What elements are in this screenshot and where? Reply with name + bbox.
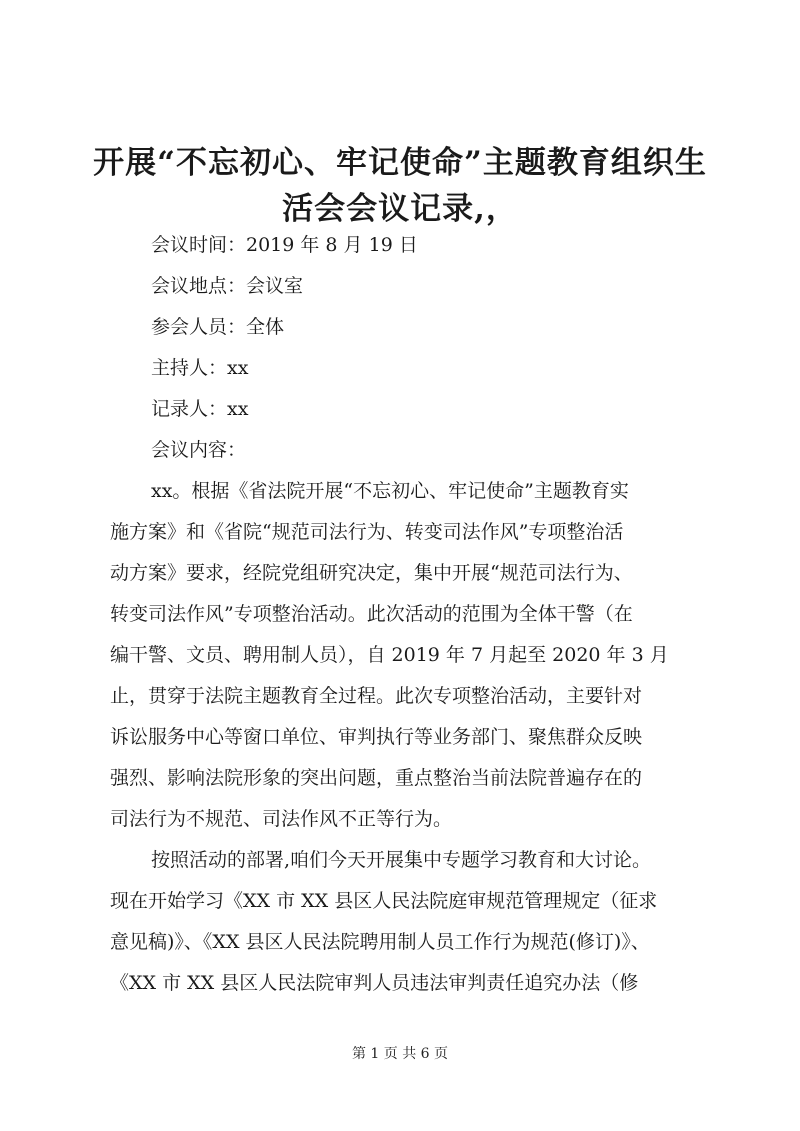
meeting-content-label: 会议内容： (151, 439, 247, 461)
meeting-recorder: 记录人：xx (151, 398, 249, 420)
paragraph-2-line: 按照活动的部署,咱们今天开展集中专题学习教育和大讨论。 (151, 849, 652, 871)
paragraph-2-line: 意见稿)》、《XX 县区人民法院聘用制人员工作行为规范(修订)》、 (110, 931, 650, 953)
document-title-line-1: 开展“不忘初心、牢记使命”主题教育组织生 (93, 145, 707, 181)
paragraph-2-line: 《XX 市 XX 县区人民法院审判人员违法审判责任追究办法（修 (110, 972, 639, 994)
paragraph-2-line: 现在开始学习《XX 市 XX 县区人民法院庭审规范管理规定（征求 (110, 890, 658, 912)
paragraph-1-line: 止，贯穿于法院主题教育全过程。此次专项整治活动，主要针对 (110, 685, 643, 707)
paragraph-1-line: xx。根据《省法院开展“不忘初心、牢记使命”主题教育实 (151, 480, 629, 502)
paragraph-1-line: 转变司法作风”专项整治活动。此次活动的范围为全体干警（在 (110, 603, 633, 625)
document-title-line-2: 活会会议记录,， (282, 191, 518, 227)
meeting-attendees: 参会人员：全体 (151, 316, 285, 338)
meeting-time: 会议时间：2019 年 8 月 19 日 (151, 234, 418, 256)
meeting-location: 会议地点：会议室 (151, 275, 304, 297)
meeting-host: 主持人：xx (151, 357, 249, 379)
paragraph-1-line: 诉讼服务中心等窗口单位、审判执行等业务部门、聚焦群众反映 (110, 726, 643, 748)
paragraph-1-line: 强烈、影响法院形象的突出问题，重点整治当前法院普遍存在的 (110, 767, 643, 789)
page-number-footer: 第 1 页 共 6 页 (351, 1046, 449, 1062)
paragraph-1-line: 司法行为不规范、司法作风不正等行为。 (110, 808, 453, 830)
paragraph-1-line: 施方案》和《省院“规范司法行为、转变司法作风”专项整治活 (110, 521, 624, 543)
paragraph-1-line: 动方案》要求，经院党组研究决定，集中开展“规范司法行为、 (110, 562, 633, 584)
paragraph-1-line: 编干警、文员、聘用制人员），自 2019 年 7 月起至 2020 年 3 月 (110, 644, 669, 666)
